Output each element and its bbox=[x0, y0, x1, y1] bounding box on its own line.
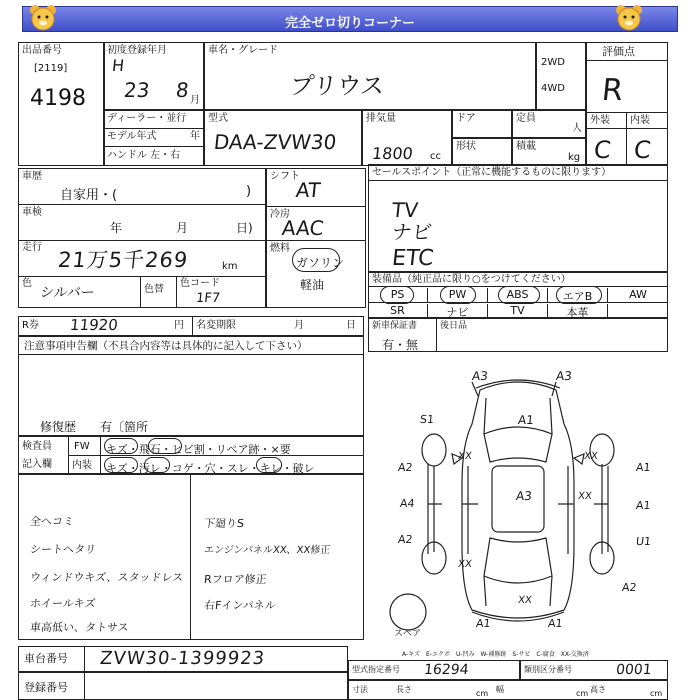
inspection-month: 月 bbox=[176, 221, 189, 235]
registration-unit: 月 bbox=[190, 95, 200, 106]
fw-circle-scratch bbox=[104, 438, 138, 454]
rating-int: C bbox=[632, 136, 653, 164]
rating-ext-label: 外装 bbox=[590, 115, 610, 126]
color-label: 色 bbox=[22, 278, 32, 289]
inspection-year: 年 bbox=[110, 221, 123, 235]
side-left bbox=[468, 466, 568, 554]
shift-value: AT bbox=[294, 178, 322, 202]
equipment-pw: PW bbox=[428, 288, 488, 302]
drive-2wd: 2WD bbox=[541, 57, 565, 68]
equipment-aw: AW bbox=[629, 288, 647, 301]
diagram-mark: A3 bbox=[515, 489, 533, 503]
car-name: プリウス bbox=[288, 72, 386, 100]
shift-label: シフト bbox=[270, 171, 300, 182]
handle-label: ハンドル 左・右 bbox=[107, 150, 181, 161]
note-left: 全ヘコミ bbox=[29, 515, 75, 528]
diagram-mark: U1 bbox=[635, 535, 652, 548]
diagram-mark: A1 bbox=[635, 461, 652, 474]
diagram-mark: A1 bbox=[475, 617, 492, 630]
int-items: キズ・汚レ・コゲ・穴・スレ・キレ・破レ bbox=[106, 462, 315, 475]
diagram-mark: A4 bbox=[399, 497, 416, 510]
equipment-circle-ps bbox=[380, 286, 414, 304]
int-circle-rub bbox=[256, 457, 282, 473]
registration-label: 初度登録年月 bbox=[107, 45, 167, 56]
equipment-circle-abs bbox=[498, 286, 540, 304]
mileage-unit: km bbox=[222, 261, 238, 272]
dealer-label: ディーラー・並行 bbox=[107, 113, 187, 124]
equipment-navi: ナビ bbox=[428, 304, 488, 318]
rating-int-label: 内装 bbox=[630, 115, 650, 126]
size-label: 寸法 bbox=[352, 685, 368, 694]
history-close: ) bbox=[246, 184, 252, 199]
warranty-label: 新車保証書 bbox=[372, 321, 418, 331]
type-label: 型式指定番号 bbox=[352, 665, 400, 674]
lot-number: 4198 bbox=[30, 86, 86, 111]
equipment-leather: 本革 bbox=[548, 304, 608, 318]
int-circle-scratch bbox=[104, 457, 138, 473]
history-value: 自家用・( bbox=[60, 188, 118, 203]
displacement-value: 1800 bbox=[371, 144, 414, 163]
door-label: ドア bbox=[456, 113, 476, 124]
inspection-label: 車検 bbox=[22, 207, 42, 218]
diagram-mark: XX bbox=[457, 559, 473, 570]
equipment-sr: SR bbox=[368, 304, 428, 318]
diagram-legend: A-キズ E-エクボ U-凹み W-補修跡 S-サビ C-腐食 XX-交換済 bbox=[402, 651, 589, 658]
int-label: 内装 bbox=[72, 460, 92, 471]
sales-item: ナビ bbox=[390, 220, 434, 244]
history-label: 車歴 bbox=[22, 171, 42, 182]
note-right: 下廻りS bbox=[203, 517, 245, 530]
mileage-value: 21万5千269 bbox=[56, 248, 190, 272]
drive-4wd: 4WD bbox=[541, 83, 565, 94]
equipment-circle-airbag bbox=[556, 286, 602, 304]
capacity-unit: 人 bbox=[572, 123, 582, 134]
inspector-label1: 検査員 bbox=[22, 441, 52, 452]
diagram-mark: XX bbox=[457, 451, 473, 462]
capacity-label: 定員 bbox=[516, 113, 536, 124]
diagram-mark: A1 bbox=[547, 617, 564, 630]
rating-score: R bbox=[600, 73, 625, 108]
registration-era: H bbox=[111, 56, 126, 75]
sales-item: ETC bbox=[390, 246, 435, 271]
fuel-gas-circle bbox=[292, 248, 340, 272]
diagram-mark: A1 bbox=[635, 499, 652, 512]
rating-ext: C bbox=[592, 136, 613, 164]
windshield bbox=[484, 427, 552, 462]
sales-item: TV bbox=[390, 198, 420, 222]
diagram-mark: S1 bbox=[419, 413, 435, 426]
spare-wheel bbox=[390, 594, 426, 630]
recycle-unit: 円 bbox=[174, 320, 184, 331]
color-code-label: 色コード bbox=[180, 278, 220, 289]
docs-label: 後日品 bbox=[440, 321, 468, 331]
color-code: 1F7 bbox=[195, 291, 221, 306]
size-length-label: 長さ bbox=[396, 685, 412, 694]
fw-label: FW bbox=[74, 441, 90, 452]
model-label: 型式 bbox=[208, 113, 228, 124]
expiry-day: 日 bbox=[346, 320, 356, 331]
size-width-label: 幅 bbox=[496, 685, 504, 694]
diagram-mark: A2 bbox=[621, 581, 638, 594]
lot-sub: [2119] bbox=[34, 63, 68, 74]
warranty-value: 有・無 bbox=[382, 338, 419, 352]
model-value: DAA-ZVW30 bbox=[212, 130, 338, 154]
header-banner bbox=[22, 6, 678, 32]
type-value: 16294 bbox=[423, 662, 470, 678]
color-swatch-label: 色替 bbox=[144, 284, 164, 295]
model-year-label: モデル年式 bbox=[107, 131, 157, 142]
diagram-mark: XX bbox=[577, 491, 593, 502]
load-label: 積載 bbox=[516, 141, 536, 152]
note-left: ウィンドウキズ、スタッドレス bbox=[29, 571, 184, 584]
note-right: エンジンパネルXX、XX修正 bbox=[203, 545, 331, 556]
diagram-mark: XX bbox=[517, 595, 533, 606]
wheel-front-left bbox=[422, 434, 446, 466]
displacement-unit: cc bbox=[430, 151, 441, 162]
chassis-label: 車台番号 bbox=[24, 652, 68, 665]
recycle-label: R券 bbox=[22, 320, 39, 331]
fuel-gas: ガソリン bbox=[296, 256, 345, 270]
size-width-unit: cm bbox=[576, 689, 589, 698]
fw-circle-chip bbox=[148, 438, 182, 454]
class-label: 類別区分番号 bbox=[524, 665, 572, 674]
expiry-month: 月 bbox=[294, 320, 304, 331]
spare-label: スペア bbox=[394, 629, 422, 639]
note-right: Rフロア修正 bbox=[203, 573, 268, 586]
mirror-right bbox=[574, 454, 584, 464]
equipment-circle-pw bbox=[440, 286, 476, 304]
class-value: 0001 bbox=[615, 662, 653, 678]
registration-month: 8 bbox=[174, 78, 190, 102]
arrow-mark bbox=[472, 382, 556, 396]
sales-label: セールスポイント（正常に機能するものに限ります） bbox=[372, 167, 612, 178]
note-right: 右Fインパネル bbox=[203, 599, 277, 612]
expiry-label: 名変期限 bbox=[196, 320, 236, 331]
bear-logo-icon bbox=[612, 3, 646, 33]
size-height-label: 高さ bbox=[590, 685, 606, 694]
header-title: 完全ゼロ切りコーナー bbox=[284, 16, 415, 31]
inspector-label2: 記入欄 bbox=[22, 459, 52, 470]
diagram-mark: XX bbox=[583, 451, 599, 462]
color-value: シルバー bbox=[39, 285, 96, 301]
repair-label: 修復歴 有〔箇所 bbox=[40, 420, 149, 434]
lot-label: 出品番号 bbox=[22, 45, 62, 56]
size-height-unit: cm bbox=[650, 689, 663, 698]
car-label: 車名・グレード bbox=[208, 45, 278, 56]
equipment-ps: PS bbox=[368, 288, 428, 302]
right-side-profile bbox=[602, 464, 608, 554]
chassis-value: ZVW30-1399923 bbox=[98, 648, 267, 669]
equipment-abs: ABS bbox=[488, 288, 548, 302]
mileage-label: 走行 bbox=[22, 242, 42, 253]
int-circle-stain bbox=[144, 457, 170, 473]
registration-year: 23 bbox=[122, 78, 151, 102]
handwritten-notes-box bbox=[18, 474, 364, 640]
rating-label: 評価点 bbox=[602, 45, 635, 58]
note-left: ホイールキズ bbox=[29, 597, 97, 610]
left-side-profile bbox=[428, 464, 434, 554]
rear-window bbox=[484, 538, 552, 583]
displacement-label: 排気量 bbox=[366, 113, 396, 124]
fuel-label: 燃料 bbox=[270, 243, 290, 254]
recycle-value: 11920 bbox=[69, 316, 119, 334]
shape-label: 形状 bbox=[456, 141, 476, 152]
note-left: 車高低い、タトサス bbox=[29, 621, 130, 634]
note-left: シートヘタリ bbox=[29, 543, 97, 556]
diagram-mark: A3 bbox=[471, 369, 489, 383]
fw-items: キズ・飛石・ヒビ割・リペア跡・×要 bbox=[106, 443, 291, 456]
diagram-mark: A3 bbox=[555, 369, 573, 383]
drive-box bbox=[536, 42, 586, 110]
notes-label: 注意事項申告欄（不具合内容等は具体的に記入して下さい） bbox=[24, 340, 308, 352]
equipment-label: 装備品（純正品に限り○をつけてください） bbox=[372, 274, 571, 285]
diagram-mark: A2 bbox=[397, 461, 414, 474]
equipment-airbag: エアB bbox=[548, 288, 608, 302]
size-length-unit: cm bbox=[476, 689, 489, 698]
equipment-tv: TV bbox=[488, 304, 548, 318]
fuel-diesel: 軽油 bbox=[300, 278, 325, 292]
load-unit: kg bbox=[568, 152, 581, 163]
ac-value: AAC bbox=[280, 216, 325, 240]
bear-logo-icon bbox=[26, 3, 60, 33]
inspection-day: 日) bbox=[236, 221, 253, 235]
diagram-mark: A2 bbox=[397, 533, 414, 546]
model-year-unit: 年 bbox=[190, 131, 200, 142]
ac-label: 冷房 bbox=[270, 209, 290, 220]
diagram-mark: A1 bbox=[517, 413, 535, 427]
plate-label: 登録番号 bbox=[24, 681, 68, 694]
